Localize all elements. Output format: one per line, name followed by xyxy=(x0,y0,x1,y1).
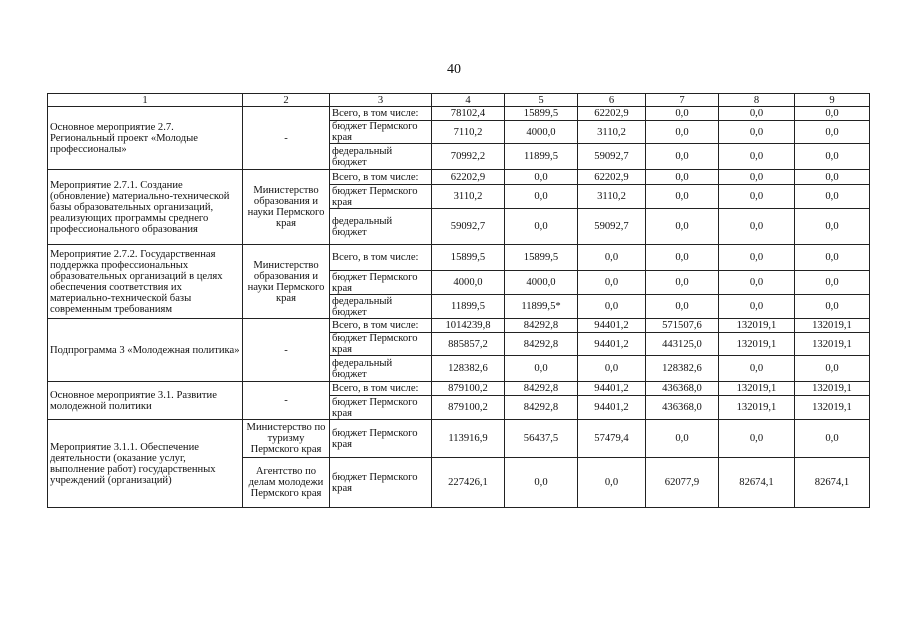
funding-source-cell: бюджет Пермского края xyxy=(330,396,432,420)
amount-cell: 0,0 xyxy=(719,420,795,458)
amount-cell: 0,0 xyxy=(719,170,795,185)
amount-cell: 0,0 xyxy=(719,121,795,144)
amount-cell: 0,0 xyxy=(795,295,870,319)
header-cell: 8 xyxy=(719,94,795,107)
amount-cell: 4000,0 xyxy=(505,121,578,144)
amount-cell: 436368,0 xyxy=(646,396,719,420)
amount-cell: 132019,1 xyxy=(719,319,795,333)
amount-cell: 0,0 xyxy=(646,144,719,170)
amount-cell: 0,0 xyxy=(505,356,578,382)
header-cell: 1 xyxy=(48,94,243,107)
amount-cell: 132019,1 xyxy=(719,333,795,356)
amount-cell: 84292,8 xyxy=(505,396,578,420)
amount-cell: 0,0 xyxy=(795,420,870,458)
amount-cell: 227426,1 xyxy=(432,458,505,508)
amount-cell: 0,0 xyxy=(646,245,719,271)
amount-cell: 0,0 xyxy=(719,245,795,271)
amount-cell: 113916,9 xyxy=(432,420,505,458)
amount-cell: 82674,1 xyxy=(719,458,795,508)
amount-cell: 0,0 xyxy=(719,209,795,245)
amount-cell: 0,0 xyxy=(719,271,795,295)
amount-cell: 0,0 xyxy=(646,295,719,319)
activity-name-cell: Подпрограмма 3 «Молодежная политика» xyxy=(48,319,243,382)
amount-cell: 15899,5 xyxy=(432,245,505,271)
amount-cell: 0,0 xyxy=(795,121,870,144)
amount-cell: 0,0 xyxy=(505,458,578,508)
header-row xyxy=(48,94,870,107)
amount-cell: 0,0 xyxy=(719,356,795,382)
amount-cell: 0,0 xyxy=(795,245,870,271)
funding-source-cell: Всего, в том числе: xyxy=(330,382,432,396)
amount-cell: 0,0 xyxy=(795,170,870,185)
amount-cell: 11899,5 xyxy=(505,144,578,170)
amount-cell: 0,0 xyxy=(646,185,719,209)
amount-cell: 82674,1 xyxy=(795,458,870,508)
table-row xyxy=(48,107,870,121)
amount-cell: 0,0 xyxy=(646,420,719,458)
amount-cell: 0,0 xyxy=(795,271,870,295)
amount-cell: 57479,4 xyxy=(578,420,646,458)
amount-cell: 0,0 xyxy=(578,245,646,271)
funding-source-cell: бюджет Пермского края xyxy=(330,420,432,458)
amount-cell: 436368,0 xyxy=(646,382,719,396)
amount-cell: 879100,2 xyxy=(432,396,505,420)
amount-cell: 59092,7 xyxy=(432,209,505,245)
amount-cell: 132019,1 xyxy=(719,396,795,420)
amount-cell: 0,0 xyxy=(795,107,870,121)
amount-cell: 0,0 xyxy=(505,209,578,245)
amount-cell: 84292,8 xyxy=(505,382,578,396)
budget-table xyxy=(47,93,870,508)
amount-cell: 0,0 xyxy=(578,356,646,382)
amount-cell: 0,0 xyxy=(795,185,870,209)
amount-cell: 62202,9 xyxy=(578,107,646,121)
amount-cell: 94401,2 xyxy=(578,319,646,333)
amount-cell: 879100,2 xyxy=(432,382,505,396)
amount-cell: 132019,1 xyxy=(795,333,870,356)
amount-cell: 0,0 xyxy=(795,209,870,245)
amount-cell: 70992,2 xyxy=(432,144,505,170)
amount-cell: 571507,6 xyxy=(646,319,719,333)
amount-cell: 0,0 xyxy=(505,185,578,209)
header-cell: 7 xyxy=(646,94,719,107)
funding-source-cell: Всего, в том числе: xyxy=(330,170,432,185)
amount-cell: 11899,5* xyxy=(505,295,578,319)
table-row xyxy=(48,420,870,458)
amount-cell: 3110,2 xyxy=(432,185,505,209)
header-cell: 4 xyxy=(432,94,505,107)
amount-cell: 94401,2 xyxy=(578,382,646,396)
funding-source-cell: федеральный бюджет xyxy=(330,295,432,319)
funding-source-cell: бюджет Пермского края xyxy=(330,271,432,295)
amount-cell: 3110,2 xyxy=(578,185,646,209)
amount-cell: 78102,4 xyxy=(432,107,505,121)
funding-source-cell: федеральный бюджет xyxy=(330,356,432,382)
amount-cell: 15899,5 xyxy=(505,107,578,121)
amount-cell: 0,0 xyxy=(719,185,795,209)
responsible-cell: - xyxy=(243,319,330,382)
amount-cell: 443125,0 xyxy=(646,333,719,356)
amount-cell: 0,0 xyxy=(578,458,646,508)
amount-cell: 0,0 xyxy=(578,295,646,319)
amount-cell: 84292,8 xyxy=(505,333,578,356)
header-cell: 2 xyxy=(243,94,330,107)
amount-cell: 0,0 xyxy=(795,356,870,382)
amount-cell: 0,0 xyxy=(646,107,719,121)
amount-cell: 4000,0 xyxy=(505,271,578,295)
amount-cell: 132019,1 xyxy=(795,319,870,333)
funding-source-cell: Всего, в том числе: xyxy=(330,245,432,271)
funding-source-cell: бюджет Пермского края xyxy=(330,458,432,508)
amount-cell: 56437,5 xyxy=(505,420,578,458)
header-cell: 5 xyxy=(505,94,578,107)
amount-cell: 132019,1 xyxy=(795,382,870,396)
activity-name-cell: Мероприятие 2.7.1. Создание (обновление) материально-технической базы образовательных организаций, реализующих программы среднего профессионального образования xyxy=(48,170,243,245)
amount-cell: 62202,9 xyxy=(578,170,646,185)
activity-name-cell: Мероприятие 3.1.1. Обеспечение деятельности (оказание услуг, выполнение работ) государственных учреждений (организаций) xyxy=(48,420,243,508)
amount-cell: 15899,5 xyxy=(505,245,578,271)
activity-name-cell: Мероприятие 2.7.2. Государственная поддержка профессиональных образовательных организаций в целях обеспечения соответствия их материально-технической базы современным требованиям xyxy=(48,245,243,319)
amount-cell: 0,0 xyxy=(719,144,795,170)
funding-source-cell: федеральный бюджет xyxy=(330,144,432,170)
amount-cell: 0,0 xyxy=(719,295,795,319)
funding-source-cell: Всего, в том числе: xyxy=(330,107,432,121)
amount-cell: 94401,2 xyxy=(578,333,646,356)
header-cell: 9 xyxy=(795,94,870,107)
amount-cell: 0,0 xyxy=(646,209,719,245)
activity-name-cell: Основное мероприятие 3.1. Развитие молодежной политики xyxy=(48,382,243,420)
amount-cell: 84292,8 xyxy=(505,319,578,333)
table-row xyxy=(48,319,870,333)
responsible-cell: - xyxy=(243,382,330,420)
amount-cell: 4000,0 xyxy=(432,271,505,295)
table-row xyxy=(48,170,870,185)
amount-cell: 0,0 xyxy=(646,271,719,295)
amount-cell: 1014239,8 xyxy=(432,319,505,333)
responsible-cell: Агентство по делам молодежи Пермского края xyxy=(243,458,330,508)
amount-cell: 0,0 xyxy=(795,144,870,170)
amount-cell: 128382,6 xyxy=(646,356,719,382)
funding-source-cell: бюджет Пермского края xyxy=(330,121,432,144)
amount-cell: 3110,2 xyxy=(578,121,646,144)
activity-name-cell: Основное мероприятие 2.7. Региональный проект «Молодые профессионалы» xyxy=(48,107,243,170)
amount-cell: 0,0 xyxy=(578,271,646,295)
amount-cell: 0,0 xyxy=(646,121,719,144)
amount-cell: 132019,1 xyxy=(795,396,870,420)
funding-source-cell: бюджет Пермского края xyxy=(330,333,432,356)
funding-source-cell: федеральный бюджет xyxy=(330,209,432,245)
header-cell: 3 xyxy=(330,94,432,107)
responsible-cell: Министерство образования и науки Пермского края xyxy=(243,245,330,319)
amount-cell: 132019,1 xyxy=(719,382,795,396)
responsible-cell: Министерство по туризму Пермского края xyxy=(243,420,330,458)
page-number: 40 xyxy=(447,62,461,77)
amount-cell: 62202,9 xyxy=(432,170,505,185)
funding-source-cell: бюджет Пермского края xyxy=(330,185,432,209)
amount-cell: 128382,6 xyxy=(432,356,505,382)
amount-cell: 59092,7 xyxy=(578,209,646,245)
amount-cell: 59092,7 xyxy=(578,144,646,170)
amount-cell: 7110,2 xyxy=(432,121,505,144)
table-row xyxy=(48,245,870,271)
amount-cell: 0,0 xyxy=(719,107,795,121)
responsible-cell: Министерство образования и науки Пермского края xyxy=(243,170,330,245)
amount-cell: 885857,2 xyxy=(432,333,505,356)
funding-source-cell: Всего, в том числе: xyxy=(330,319,432,333)
amount-cell: 0,0 xyxy=(646,170,719,185)
table-row xyxy=(48,382,870,396)
amount-cell: 62077,9 xyxy=(646,458,719,508)
amount-cell: 0,0 xyxy=(505,170,578,185)
header-cell: 6 xyxy=(578,94,646,107)
amount-cell: 94401,2 xyxy=(578,396,646,420)
amount-cell: 11899,5 xyxy=(432,295,505,319)
responsible-cell: - xyxy=(243,107,330,170)
